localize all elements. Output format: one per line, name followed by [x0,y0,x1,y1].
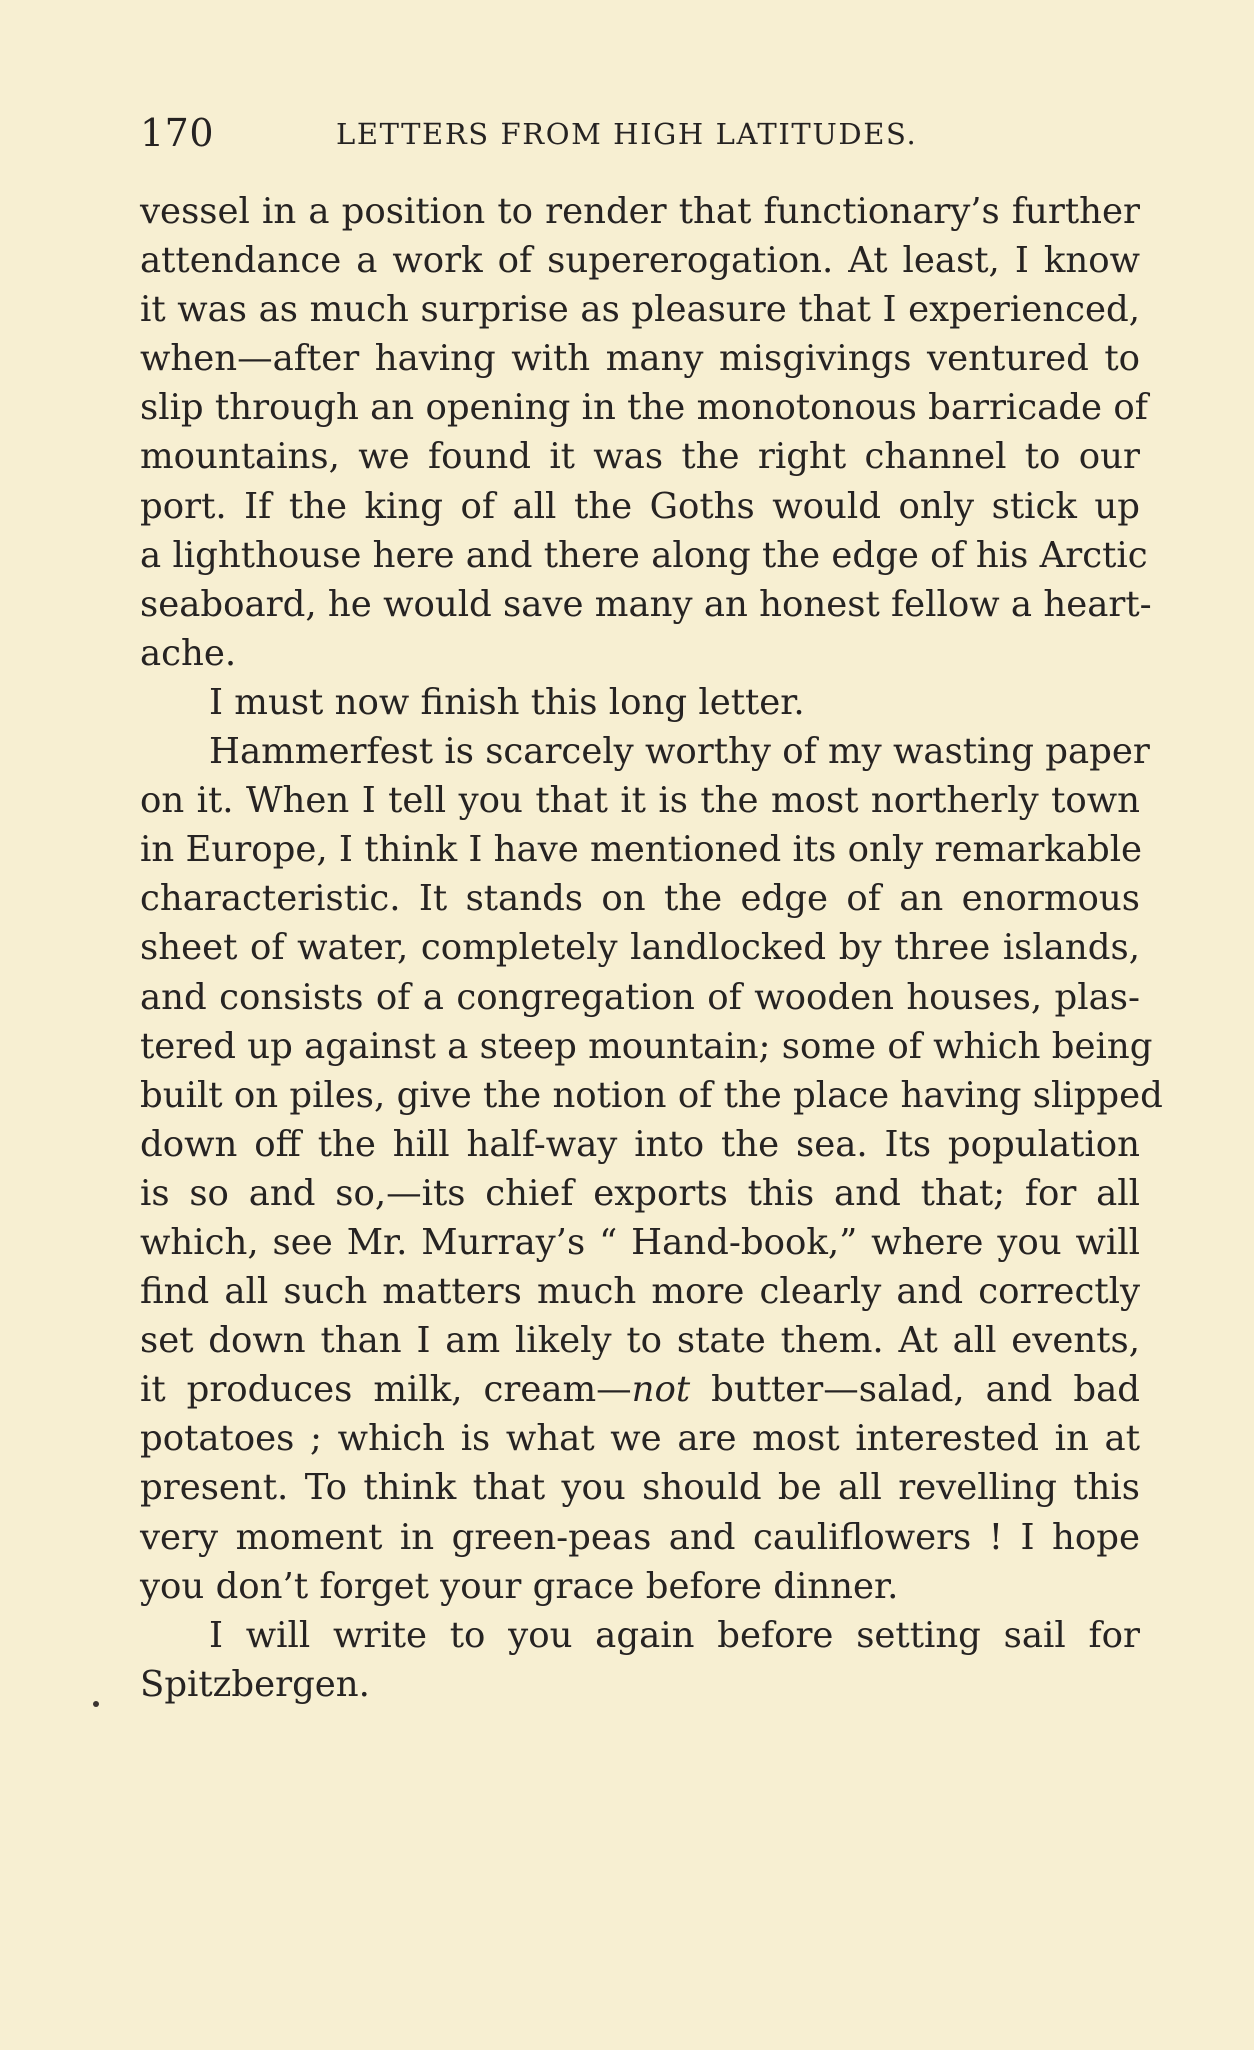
text-line: down off the hill half-way into the sea. Its population [140,1123,1140,1165]
text-line: when—after having with many misgivings ventured to [140,338,1140,380]
page-number: 170 [140,111,215,155]
text-line: set down than I am likely to state them. At all events, [140,1320,1140,1362]
text-line: characteristic. It stands on the edge of an enormous [140,878,1140,920]
text-line: ache. [140,632,237,674]
text-line: and consists of a congregation of wooden houses, plas- [140,976,1140,1018]
text-line: sheet of water, completely landlocked by three islands, [140,927,1140,969]
text-line: slip through an opening in the monotonous barricade of [140,387,1148,429]
text-line: on it. When I tell you that it is the most northerly town [140,780,1140,822]
text-segment: it produces milk, cream— [140,1369,632,1411]
text-line: port. If the king of all the Goths would only stick up [140,485,1140,527]
body-text [140,187,1163,1709]
page-header [140,108,1140,158]
text-line: it was as much surprise as pleasure that I experienced, [140,289,1140,331]
text-line: potatoes ; which is what we are most interested in at [140,1418,1140,1460]
text-line: in Europe, I think I have mentioned its only remarkable [140,829,1143,871]
text-segment: butter—salad, and bad [690,1369,1140,1411]
paragraph-start-line: I must now finish this long letter. [209,681,805,723]
text-line: a lighthouse here and there along the edge of his Arctic [140,534,1148,576]
text-line-with-emphasis [140,1365,1140,1414]
text-line: Spitzbergen. [140,1663,370,1705]
text-line: vessel in a position to render that functionary’s further [140,191,1140,232]
text-line: which, see Mr. Murray’s “ Hand-book,” where you will [140,1221,1140,1263]
text-line: find all such matters much more clearly and correctly [140,1271,1140,1313]
paragraph-start-line: Hammerfest is scarcely worthy of my wasting paper [209,731,1150,773]
text-line: you don’t forget your grace before dinner. [140,1565,899,1607]
text-line: seaboard, he would save many an honest fellow a heart- [140,583,1152,625]
text-line: tered up against a steep mountain; some of which being [140,1025,1153,1067]
text-line: very moment in green-peas and cauliflowers ! I hope [140,1516,1140,1558]
print-speck [93,1701,99,1707]
text-line: built on piles, give the notion of the place having slipped [140,1074,1163,1116]
text-line: is so and so,—its chief exports this and that; for all [140,1172,1140,1214]
running-head: LETTERS FROM HIGH LATITUDES. [336,117,918,151]
italic-emphasis: not [631,1369,691,1411]
text-line: mountains, we found it was the right channel to our [140,436,1140,478]
text-line: attendance a work of supererogation. At least, I know [140,240,1140,282]
text-line: present. To think that you should be all revelling this [140,1467,1140,1509]
paragraph-start-line: I will write to you again before setting sail for [209,1614,1140,1656]
